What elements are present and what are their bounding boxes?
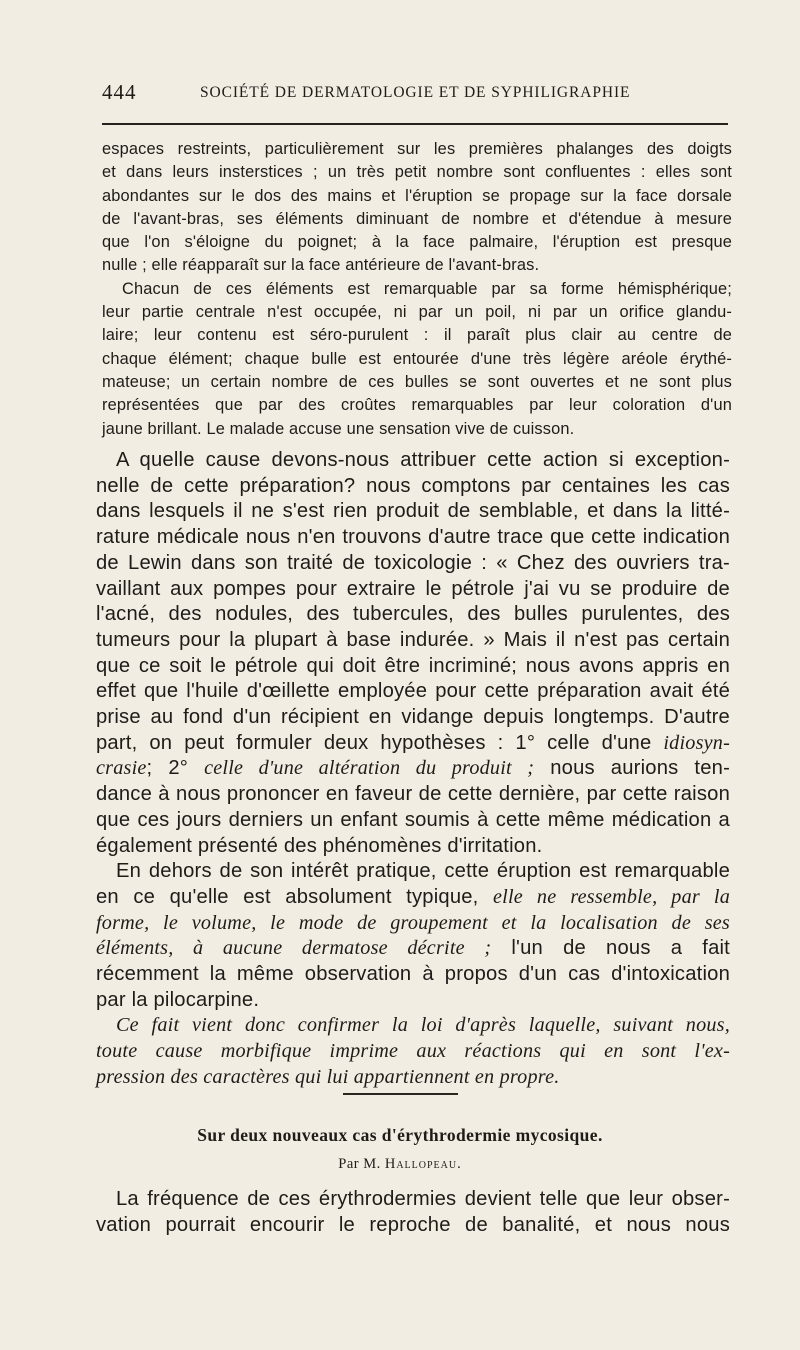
text-line: l'acné, des nodules, des tubercules, des bulles purulentes, des — [96, 603, 730, 626]
case-description-block — [102, 138, 732, 441]
text-line: effet que l'huile d'œillette employée pour cette préparation avait été — [96, 680, 730, 703]
byline — [0, 1156, 800, 1173]
page-number: 444 — [102, 80, 137, 104]
text-line: dans lesquels il ne s'est rien produit de semblable, et dans la litté- — [96, 500, 730, 523]
text-line: Ce fait vient donc confirmer la loi d'après laquelle, suivant nous, — [116, 1014, 730, 1037]
text-line: abondantes sur le dos des mains et l'éruption se propage sur la face dorsale — [102, 186, 732, 205]
text-line: que ces jours derniers un enfant soumis à cette même médication a — [96, 808, 730, 831]
text-line: tumeurs pour la plupart à base indurée. » Mais il n'est pas certain — [96, 628, 730, 651]
text-line — [96, 731, 730, 757]
text-segment: part, on peut formuler deux hypothèses : 1° celle d'une — [96, 731, 652, 754]
text-line: prise au fond d'un récipient en vidange depuis longtemps. D'autre — [96, 706, 730, 729]
header-rule — [102, 123, 728, 125]
text-segment: l'un de nous a fait — [511, 937, 730, 960]
byline-prefix: Par M. — [338, 1156, 381, 1172]
author-name: Hallopeau. — [384, 1156, 462, 1172]
text-line: forme, le volume, le mode de groupement et la localisation de ses — [96, 911, 730, 934]
text-line: dance à nous prononcer en faveur de cette dernière, par cette raison — [96, 783, 730, 806]
text-line: par la pilocarpine. — [96, 988, 260, 1011]
text-line: laire; leur contenu est séro-purulent : il paraît plus clair au centre de — [102, 326, 732, 345]
text-segment: en ce qu'elle est absolument typique, — [96, 885, 479, 908]
text-line: pression des caractères qui lui appartiennent en propre. — [96, 1065, 560, 1088]
text-line: vaillant aux pompes pour extraire le pétrole j'ai vu se produire de — [96, 577, 730, 600]
italic-segment: celle d'une altération du produit ; — [204, 757, 535, 780]
italic-segment: éléments, à aucune dermatose décrite ; — [96, 937, 492, 960]
text-line: que l'on s'éloigne du poignet; à la face palmaire, l'éruption est presque — [102, 233, 732, 252]
text-line: La fréquence de ces érythrodermies devient telle que leur obser- — [116, 1188, 730, 1210]
text-line: A quelle cause devons-nous attribuer cette action si exception- — [116, 449, 730, 471]
text-segment: nous aurions ten- — [550, 757, 731, 780]
article-opening-block — [96, 1187, 730, 1238]
running-head: SOCIÉTÉ DE DERMATOLOGIE ET DE SYPHILIGRAPHIE — [200, 84, 631, 101]
section-divider — [343, 1093, 458, 1095]
italic-segment: crasie — [96, 757, 147, 780]
text-segment: ; 2° — [146, 757, 189, 780]
text-line: nelle de cette préparation? nous comptons par centaines les cas — [96, 474, 730, 497]
text-line: leur partie centrale n'est occupée, ni par un poil, ni par un orifice glandu- — [102, 303, 732, 322]
text-line: Chacun de ces éléments est remarquable par sa forme hémisphérique; — [122, 279, 732, 298]
text-line — [96, 885, 730, 911]
text-line: que ce soit le pétrole qui doit être incriminé; nous avons appris en — [96, 654, 730, 677]
text-line: En dehors de son intérêt pratique, cette éruption est remarquable — [116, 860, 730, 883]
text-line: également présenté des phénomènes d'irritation. — [96, 834, 543, 857]
article-title: Sur deux nouveaux cas d'érythrodermie mycosique. — [197, 1125, 603, 1145]
text-line: récemment la même observation à propos d'un cas d'intoxication — [96, 963, 730, 986]
page-header — [102, 80, 728, 110]
text-line: espaces restreints, particulièrement sur les premières phalanges des doigts — [102, 140, 732, 158]
text-line: nulle ; elle réapparaît sur la face antérieure de l'avant-bras. — [102, 256, 540, 275]
text-line: représentées que par des croûtes remarquables par leur coloration d'un — [102, 396, 732, 415]
text-line: mateuse; un certain nombre de ces bulles se sont ouvertes et ne sont plus — [102, 372, 732, 391]
text-line: toute cause morbifique imprime aux réactions qui en sont l'ex- — [96, 1040, 730, 1063]
text-line: rature médicale nous n'en trouvons d'autre trace que cette indication — [96, 526, 730, 549]
text-line: et dans leurs insterstices ; un très petit nombre sont confluentes : elles sont — [102, 163, 732, 182]
italic-segment: idiosyn- — [663, 731, 730, 754]
text-line: de Lewin dans son traité de toxicologie : « Chez des ouvriers tra- — [96, 551, 730, 574]
text-line — [96, 756, 730, 782]
discussion-block — [96, 448, 730, 1091]
text-line: de l'avant-bras, ses éléments diminuant de nombre et d'étendue à mesure — [102, 209, 732, 228]
text-line: chaque élément; chaque bulle est entourée d'une très légère aréole érythé- — [102, 349, 732, 368]
text-line — [96, 936, 730, 962]
italic-segment: elle ne ressemble, par la — [493, 885, 730, 908]
text-line: vation pourrait encourir le reproche de banalité, et nous nous — [96, 1213, 730, 1236]
text-line: jaune brillant. Le malade accuse une sensation vive de cuisson. — [102, 419, 575, 438]
